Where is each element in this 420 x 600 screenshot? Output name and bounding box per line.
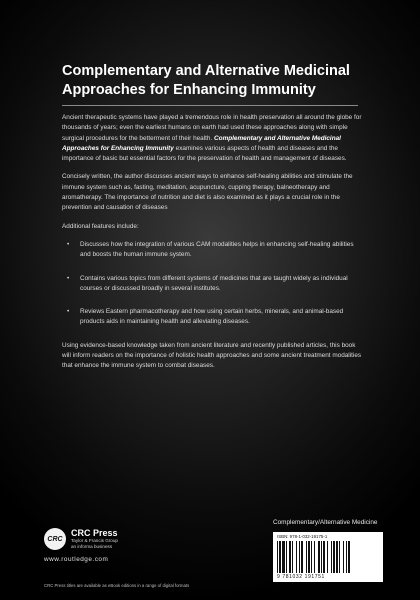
blurb-paragraph-1: Ancient therapeutic systems have played a tremendous role in health preservation all around the globe for thousands of years; even the earliest humans on earth had used these approaches along with simple surgical procedures for the betterment of their health. Complementary and Alternative Medicinal Approaches for Enhancing Immunity examines various aspects of health and diseases and the importance of basic but essential factors for the preservation of health and management of diseases. <box>62 114 362 163</box>
isbn-label: ISBN: 978-1-032-19175-1 <box>277 534 328 539</box>
features-intro: Additional features include: <box>62 222 139 230</box>
features-list <box>62 240 362 328</box>
subject-category: Complementary/Alternative Medicine <box>273 519 378 526</box>
bullet-icon: • <box>67 308 70 316</box>
publisher-block <box>44 528 118 563</box>
closing-paragraph: Using evidence-based knowledge taken from ancient literature and recently published articles, this book will inform readers on the importance of holistic health approaches and some ancient treatment modalities that enhance the immune system to combat diseases. <box>62 341 362 370</box>
crc-logo-icon: CRC <box>44 528 66 550</box>
feature-item: • Reviews Eastern pharmacotherapy and how using certain herbs, minerals, and animal-based products aids in maintaining health and alleviating diseases. <box>67 308 344 326</box>
blurb <box>62 113 362 380</box>
bullet-icon: • <box>67 240 70 248</box>
bullet-icon: • <box>67 274 70 282</box>
publisher-tagline: an informa business <box>71 544 113 549</box>
book-title-emphasis: Complementary and Alternative Medicinal Approaches for Enhancing Immunity <box>62 134 341 152</box>
title-divider <box>62 105 358 106</box>
feature-item: • Discusses how the integration of various CAM modalities helps in enhancing self-healing abilities and boosts the human immune system. <box>67 240 354 259</box>
ebook-note: CRC Press titles are available as eBook editions in a range of digital formats <box>44 583 190 588</box>
book-title: Complementary and Alternative Medicinal Approaches for Enhancing Immunity <box>62 63 350 98</box>
publisher-website: www.routledge.com <box>44 556 109 563</box>
publisher-name: CRC Press <box>71 528 118 538</box>
blurb-paragraph-2: Concisely written, the author discusses ancient ways to enhance self-healing abilities and stimulate the immune system such as, fasting, meditation, acupuncture, cupping therapy, balneotherapy and aromatherapy. The importance of nutrition and diet is also examined as it plays a crucial role in the prevention and causation of diseases <box>62 173 353 212</box>
barcode-digits: 9 781032 191751 <box>277 574 325 580</box>
publisher-group: Taylor & Francis Group <box>71 538 118 543</box>
barcode-bars-icon <box>277 541 379 573</box>
feature-item: • Contains various topics from different systems of medicines that are taught widely as individual courses or discussed broadly in several institutes. <box>67 274 348 292</box>
barcode <box>273 532 383 582</box>
